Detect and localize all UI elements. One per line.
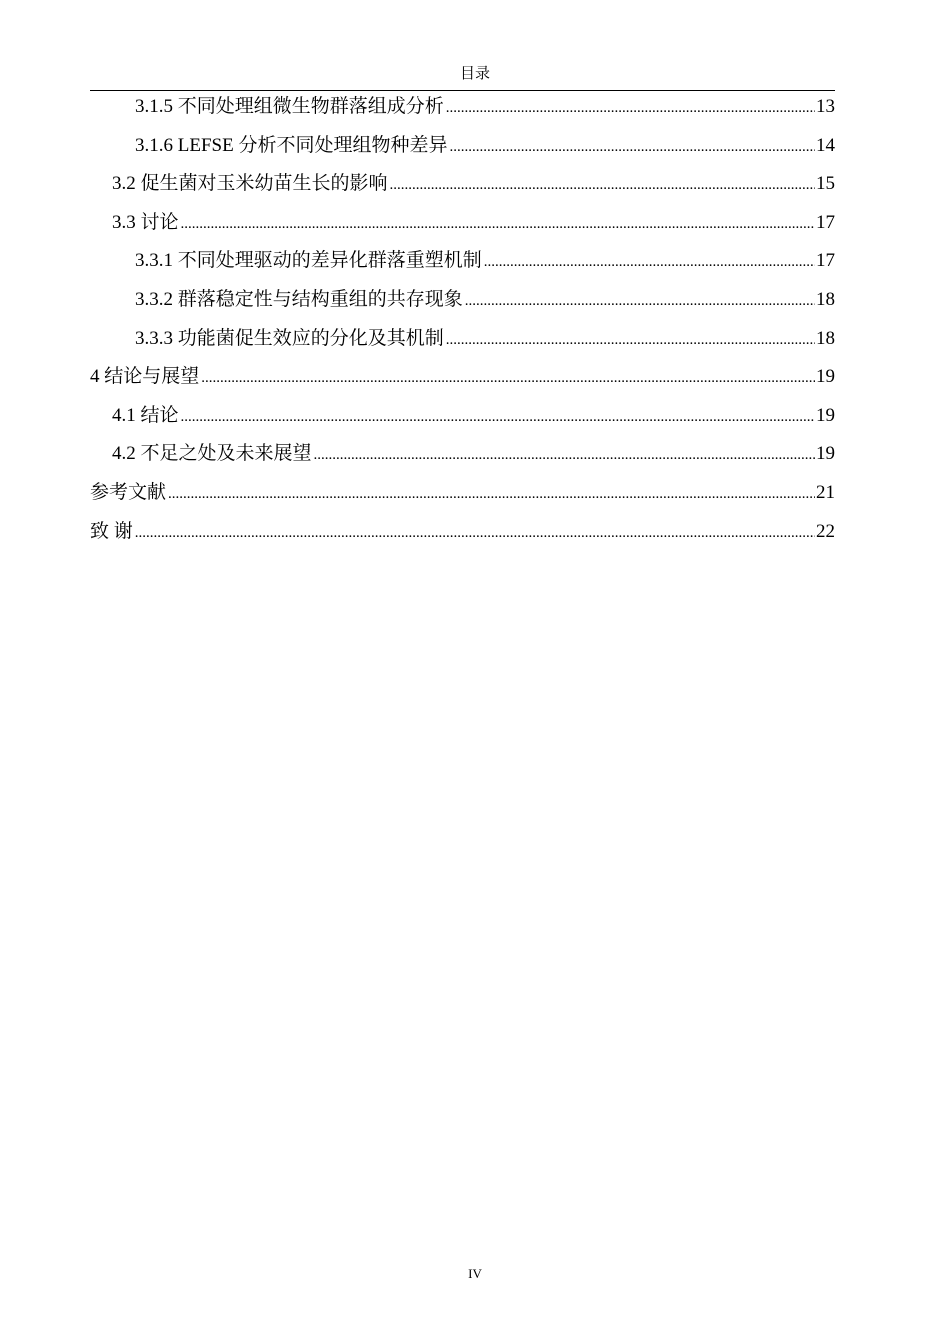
toc-dot-leader: [135, 519, 815, 546]
toc-entry-label: 3.3 讨论: [112, 211, 179, 233]
toc-entry-3-3-3[interactable]: [90, 326, 835, 365]
toc-entry-3-1-5[interactable]: [90, 94, 835, 133]
toc-dot-leader: [465, 287, 815, 314]
toc-entry-3-1-6[interactable]: [90, 133, 835, 172]
toc-entry-label: 3.3.2 群落稳定性与结构重组的共存现象: [135, 288, 463, 310]
toc-entry-4-1[interactable]: [90, 403, 835, 442]
toc-dot-leader: [449, 133, 815, 160]
header-title: 目录: [459, 66, 490, 82]
toc-entry-page: 22: [816, 520, 835, 542]
toc-dot-leader: [484, 248, 815, 275]
toc-dot-leader: [446, 94, 815, 121]
toc-entry-page: 13: [816, 96, 835, 117]
toc-dot-leader: [201, 364, 815, 391]
toc-dot-leader: [390, 171, 815, 198]
toc-entry-page: 21: [816, 481, 835, 503]
toc-entry-references[interactable]: [90, 480, 835, 519]
toc-entry-label: 3.3.1 不同处理驱动的差异化群落重塑机制: [135, 250, 482, 272]
toc-entry-3-3-1[interactable]: [90, 248, 835, 287]
toc-entry-page: 19: [816, 366, 835, 388]
toc-dot-leader: [181, 403, 815, 430]
toc-entry-label: 参考文献: [90, 481, 167, 503]
toc-entry-3-3-2[interactable]: [90, 287, 835, 326]
toc-entry-label: 3.1.6 LEFSE 分析不同处理组物种差异: [135, 134, 448, 156]
toc-entry-3-2[interactable]: [90, 171, 835, 210]
toc-entry-label: 3.3.3 功能菌促生效应的分化及其机制: [135, 327, 444, 349]
toc-entry-page: 17: [816, 211, 835, 233]
header-rule: [90, 90, 835, 91]
toc-dot-leader: [181, 210, 815, 237]
toc-dot-leader: [314, 441, 815, 468]
toc-entry-acknowledgements[interactable]: [90, 519, 835, 558]
toc-entry-page: 15: [816, 173, 835, 195]
toc-dot-leader: [446, 326, 815, 353]
toc-entry-3-3[interactable]: [90, 210, 835, 249]
toc-entry-label: 3.2 促生菌对玉米幼苗生长的影响: [112, 173, 388, 195]
toc-entry-page: 19: [816, 443, 835, 465]
toc-entry-label: 致 谢: [90, 520, 133, 542]
toc-entry-page: 18: [816, 288, 835, 310]
toc-entry-page: 17: [816, 250, 835, 272]
toc-entry-label: 3.1.5 不同处理组微生物群落组成分析: [135, 96, 444, 117]
toc-entry-page: 19: [816, 404, 835, 426]
toc-entry-label: 4.1 结论: [112, 404, 179, 426]
toc-dot-leader: [168, 480, 815, 507]
toc-entry-page: 18: [816, 327, 835, 349]
toc-entry-label: 4 结论与展望: [90, 366, 200, 388]
toc-entry-label: 4.2 不足之处及未来展望: [112, 443, 312, 465]
table-of-contents: [90, 94, 835, 557]
toc-entry-page: 14: [816, 134, 835, 156]
footer-page-number: IV: [468, 1266, 482, 1281]
toc-entry-4-2[interactable]: [90, 441, 835, 480]
toc-entry-4[interactable]: [90, 364, 835, 403]
